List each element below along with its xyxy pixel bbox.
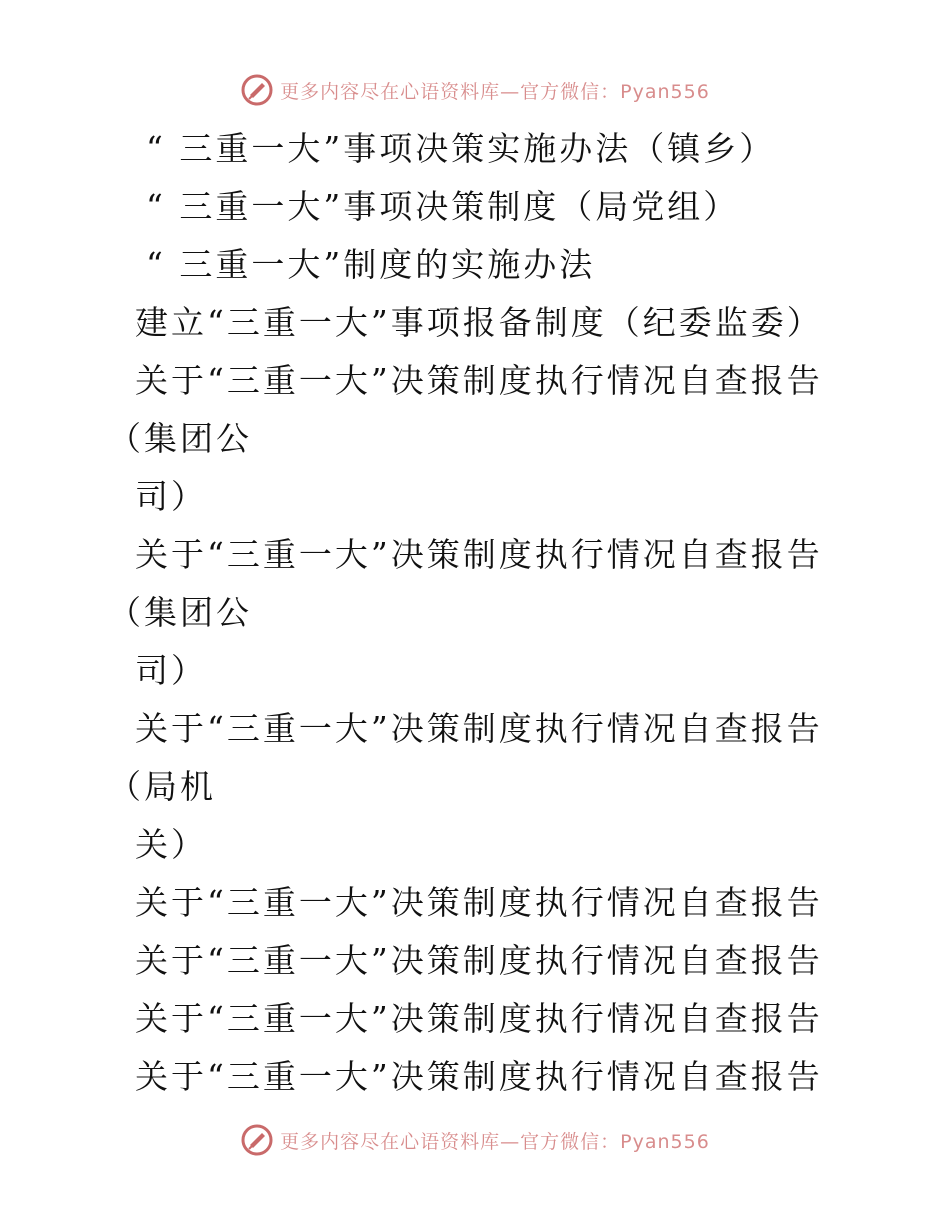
document-line: “ 三重一大”事项决策实施办法（镇乡） [146, 129, 776, 168]
document-line: （集团公 [108, 419, 252, 458]
document-line: 关） [135, 825, 207, 864]
stamp-logo-icon [240, 1123, 274, 1157]
document-line: “ 三重一大”事项决策制度（局党组） [146, 187, 740, 226]
document-line: 关于“三重一大”决策制度执行情况自查报告 [135, 999, 823, 1038]
document-line: 关于“三重一大”决策制度执行情况自查报告 [135, 883, 823, 922]
document-line: 关于“三重一大”决策制度执行情况自查报告 [135, 1057, 823, 1096]
footer-watermark [0, 1120, 950, 1160]
watermark-text: 更多内容尽在心语资料库—官方微信：Pyan556 [280, 80, 710, 103]
stamp-logo-icon [240, 73, 274, 107]
header-watermark [0, 70, 950, 110]
document-line: “ 三重一大”制度的实施办法 [146, 245, 596, 284]
document-line: 司） [135, 651, 207, 690]
document-line: （局机 [108, 767, 216, 806]
document-line: 关于“三重一大”决策制度执行情况自查报告 [135, 361, 823, 400]
document-line: 建立“三重一大”事项报备制度（纪委监委） [135, 303, 823, 342]
document-line: 关于“三重一大”决策制度执行情况自查报告 [135, 535, 823, 574]
document-line: 司） [135, 477, 207, 516]
document-line: 关于“三重一大”决策制度执行情况自查报告 [135, 709, 823, 748]
document-line: 关于“三重一大”决策制度执行情况自查报告 [135, 941, 823, 980]
document-line: （集团公 [108, 593, 252, 632]
watermark-text: 更多内容尽在心语资料库—官方微信：Pyan556 [280, 1130, 710, 1153]
